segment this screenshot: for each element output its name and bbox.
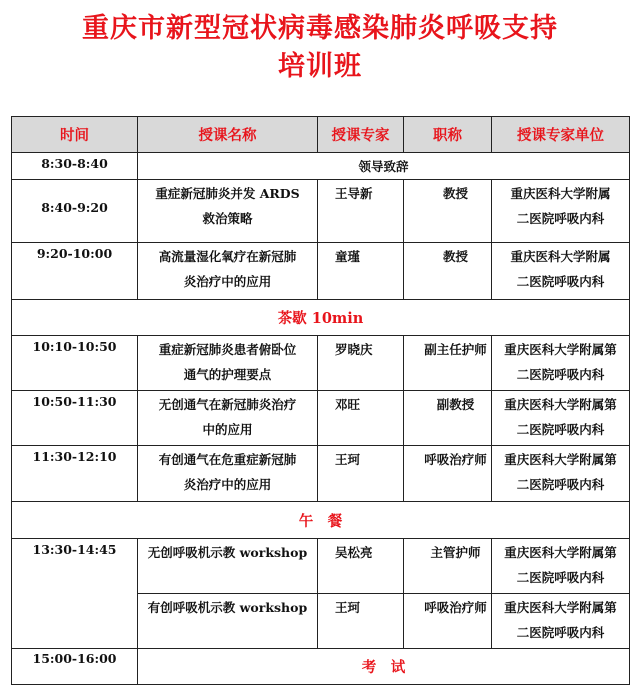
table-row — [12, 300, 630, 336]
course-line: 无创呼吸机示教 workshop — [147, 545, 308, 560]
cell-title: 副教授 — [404, 391, 492, 446]
table-header-row — [12, 117, 630, 153]
header-course: 授课名称 — [138, 117, 318, 153]
unit-line: 重庆医科大学附属第 — [504, 545, 617, 560]
cell-expert: 童瑾 — [318, 243, 404, 300]
cell-time: 11:30-12:10 — [12, 446, 138, 502]
unit-line: 重庆医科大学附属第 — [504, 397, 617, 412]
cell-time: 8:30-8:40 — [12, 153, 138, 180]
cell-title: 呼吸治疗师 — [404, 446, 492, 502]
unit-line: 重庆医科大学附属 — [510, 186, 611, 201]
course-line: 无创通气在新冠肺炎治疗 — [158, 397, 297, 412]
table-row — [12, 502, 630, 539]
header-time: 时间 — [12, 117, 138, 153]
cell-unit — [492, 391, 630, 446]
unit-line: 重庆医科大学附属第 — [504, 600, 617, 615]
course-line: 重症新冠肺炎并发 ARDS — [155, 186, 300, 201]
course-line: 炎治疗中的应用 — [183, 274, 272, 289]
page-title: 重庆市新型冠状病毒感染肺炎呼吸支持 — [82, 13, 558, 44]
cell-title: 呼吸治疗师 — [404, 594, 492, 649]
cell-expert: 王珂 — [318, 446, 404, 502]
table-row — [12, 180, 630, 243]
course-line: 通气的护理要点 — [183, 367, 272, 382]
cell-time: 10:50-11:30 — [12, 391, 138, 446]
cell-time: 15:00-16:00 — [12, 649, 138, 685]
course-line: 炎治疗中的应用 — [183, 477, 272, 492]
table-row — [12, 336, 630, 391]
cell-opening: 领导致辞 — [138, 153, 630, 180]
cell-unit — [492, 243, 630, 300]
unit-line: 二医院呼吸内科 — [516, 477, 605, 492]
course-line: 重症新冠肺炎患者俯卧位 — [158, 342, 297, 357]
table-row — [12, 539, 630, 594]
unit-line: 重庆医科大学附属 — [510, 249, 611, 264]
header-expert: 授课专家 — [318, 117, 404, 153]
unit-line: 重庆医科大学附属第 — [504, 452, 617, 467]
cell-unit — [492, 594, 630, 649]
course-line: 中的应用 — [202, 422, 253, 437]
cell-expert: 罗晓庆 — [318, 336, 404, 391]
course-line: 有创呼吸机示教 workshop — [147, 600, 308, 615]
course-line: 高流量湿化氧疗在新冠肺 — [158, 249, 297, 264]
cell-unit — [492, 336, 630, 391]
table-row — [12, 243, 630, 300]
cell-expert: 王导新 — [318, 180, 404, 243]
unit-line: 二医院呼吸内科 — [516, 274, 605, 289]
course-line: 救治策略 — [202, 211, 253, 226]
cell-unit — [492, 539, 630, 594]
cell-course — [138, 243, 318, 300]
unit-line: 重庆医科大学附属第 — [504, 342, 617, 357]
cell-title: 教授 — [404, 180, 492, 243]
unit-line: 二医院呼吸内科 — [516, 570, 605, 585]
header-title: 职称 — [404, 117, 492, 153]
cell-expert: 王珂 — [318, 594, 404, 649]
table-row — [12, 649, 630, 685]
page-subtitle: 培训班 — [278, 51, 362, 82]
unit-line: 二医院呼吸内科 — [516, 211, 605, 226]
exam-cell: 考 试 — [138, 649, 630, 685]
cell-expert: 吴松亮 — [318, 539, 404, 594]
cell-time: 13:30-14:45 — [12, 539, 138, 649]
cell-time: 10:10-10:50 — [12, 336, 138, 391]
tea-break: 茶歇 10min — [12, 300, 630, 336]
table-row — [12, 391, 630, 446]
cell-unit — [492, 180, 630, 243]
unit-line: 二医院呼吸内科 — [516, 422, 605, 437]
unit-line: 二医院呼吸内科 — [516, 367, 605, 382]
cell-course — [138, 446, 318, 502]
cell-time: 9:20-10:00 — [12, 243, 138, 300]
cell-title: 教授 — [404, 243, 492, 300]
cell-course — [138, 336, 318, 391]
cell-course — [138, 180, 318, 243]
unit-line: 二医院呼吸内科 — [516, 625, 605, 640]
table-row — [12, 446, 630, 502]
cell-expert: 邓旺 — [318, 391, 404, 446]
cell-title: 主管护师 — [404, 539, 492, 594]
lunch-break: 午 餐 — [12, 502, 630, 539]
schedule-table — [11, 116, 630, 685]
cell-time: 8:40-9:20 — [12, 180, 138, 243]
cell-course — [138, 539, 318, 594]
course-line: 有创通气在危重症新冠肺 — [158, 452, 297, 467]
header-unit: 授课专家单位 — [492, 117, 630, 153]
cell-title: 副主任护师 — [404, 336, 492, 391]
cell-course — [138, 594, 318, 649]
cell-course — [138, 391, 318, 446]
table-row — [12, 153, 630, 180]
cell-unit — [492, 446, 630, 502]
